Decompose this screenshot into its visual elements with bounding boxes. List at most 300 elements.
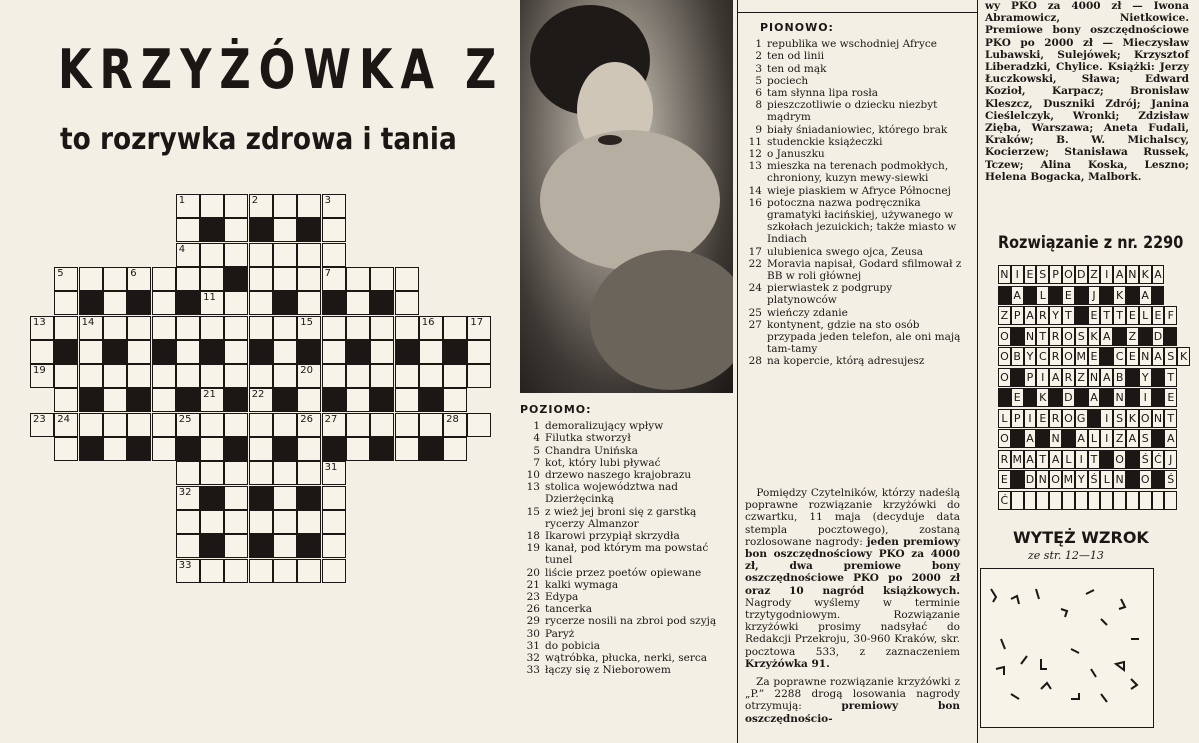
clue-number: 14	[748, 184, 762, 197]
crossword-block	[322, 388, 346, 412]
crossword-cell[interactable]	[346, 364, 370, 388]
crossword-block	[127, 291, 151, 315]
crossword-cell[interactable]	[273, 534, 297, 558]
crossword-cell[interactable]	[297, 194, 321, 218]
clue-number: 22	[748, 257, 762, 270]
clue-text: do pobicia	[545, 639, 601, 652]
crossword-cell[interactable]	[395, 291, 419, 315]
crossword-cell[interactable]	[273, 340, 297, 364]
solution-title: Rozwiązanie z nr. 2290	[998, 233, 1184, 253]
crossword-cell[interactable]	[176, 559, 200, 583]
clue-item	[520, 432, 730, 444]
solution-block	[1126, 286, 1139, 305]
crossword-cell[interactable]	[127, 316, 151, 340]
solution-cell: A	[1049, 450, 1062, 469]
solution-block	[1100, 286, 1113, 305]
crossword-cell[interactable]	[224, 194, 248, 218]
solution-cell: Y	[1075, 470, 1088, 489]
crossword-cell[interactable]	[224, 486, 248, 510]
solution-cell: J	[1164, 450, 1177, 469]
crossword-cell[interactable]	[419, 340, 443, 364]
solution-cell: O	[1139, 470, 1152, 489]
crossword-cell[interactable]	[273, 267, 297, 291]
crossword-cell[interactable]	[249, 194, 273, 218]
solution-cell: S	[1036, 265, 1049, 284]
crossword-cell[interactable]	[249, 388, 273, 412]
crossword-cell[interactable]	[322, 218, 346, 242]
wytez-puzzle-box	[980, 568, 1154, 728]
crossword-cell[interactable]	[395, 364, 419, 388]
solution-cell: N	[1139, 347, 1152, 366]
solution-cell: A	[1024, 429, 1037, 448]
clue-text: tancerka	[545, 603, 592, 616]
crossword-cell[interactable]	[322, 340, 346, 364]
solution-cell: I	[1036, 368, 1049, 387]
crossword-cell[interactable]	[30, 413, 54, 437]
crossword-cell[interactable]	[297, 461, 321, 485]
crossword-cell[interactable]	[273, 486, 297, 510]
crossword-cell[interactable]	[370, 340, 394, 364]
crossword-cell[interactable]	[322, 364, 346, 388]
crossword-cell[interactable]	[443, 437, 467, 461]
crossword-cell[interactable]	[224, 510, 248, 534]
crossword-cell[interactable]	[54, 291, 78, 315]
crossword-cell[interactable]	[297, 316, 321, 340]
crossword-cell[interactable]	[297, 388, 321, 412]
solution-cell	[1024, 491, 1037, 510]
solution-cell: A	[1024, 306, 1037, 325]
crossword-cell[interactable]	[176, 364, 200, 388]
crossword-cell[interactable]	[297, 267, 321, 291]
crossword-grid[interactable]	[30, 180, 512, 735]
solution-cell: C	[1113, 347, 1126, 366]
solution-grid	[998, 265, 1188, 520]
crossword-cell[interactable]	[103, 267, 127, 291]
crossword-cell[interactable]	[419, 364, 443, 388]
cell-number: 21	[203, 389, 216, 401]
crossword-cell[interactable]	[54, 388, 78, 412]
crossword-cell[interactable]	[395, 388, 419, 412]
crossword-cell[interactable]	[224, 413, 248, 437]
solution-cell: S	[1164, 347, 1177, 366]
solution-block	[1049, 286, 1062, 305]
crossword-cell[interactable]	[249, 291, 273, 315]
solution-cell: I	[1024, 409, 1037, 428]
solution-cell	[1113, 491, 1126, 510]
clue-text: na kopercie, którą adresujesz	[767, 355, 925, 368]
solution-block	[1152, 286, 1165, 305]
crossword-cell[interactable]	[322, 534, 346, 558]
crossword-block	[273, 437, 297, 461]
crossword-cell[interactable]	[273, 510, 297, 534]
solution-cell: A	[1088, 388, 1101, 407]
clue-text: liście przez poetów opiewane	[545, 566, 702, 579]
crossword-cell[interactable]	[322, 316, 346, 340]
clue-text: pieszczotliwie o dziecku niezbyt mądrym	[767, 99, 938, 124]
clue-item	[520, 420, 730, 432]
crossword-cell[interactable]	[152, 364, 176, 388]
clue-item	[520, 469, 730, 481]
solution-cell: B	[1011, 347, 1024, 366]
crossword-cell[interactable]	[322, 510, 346, 534]
solution-block	[1126, 450, 1139, 469]
crossword-cell[interactable]	[176, 340, 200, 364]
solution-cell	[1126, 491, 1139, 510]
crossword-cell[interactable]	[200, 243, 224, 267]
clue-item	[520, 567, 730, 579]
clue-number: 12	[748, 148, 762, 161]
clue-number: 29	[526, 615, 540, 628]
crossword-cell[interactable]	[443, 316, 467, 340]
clue-number: 3	[755, 62, 762, 75]
crossword-cell[interactable]	[30, 316, 54, 340]
crossword-cell[interactable]	[176, 243, 200, 267]
crossword-cell[interactable]	[30, 340, 54, 364]
crossword-cell[interactable]	[127, 364, 151, 388]
crossword-cell[interactable]	[176, 316, 200, 340]
solution-cell: L	[1100, 470, 1113, 489]
crossword-cell[interactable]	[200, 194, 224, 218]
solution-cell: E	[1126, 306, 1139, 325]
crossword-cell[interactable]	[103, 437, 127, 461]
solution-cell	[1049, 491, 1062, 510]
crossword-cell[interactable]	[176, 486, 200, 510]
clue-number: 13	[748, 160, 762, 173]
crossword-cell[interactable]	[297, 559, 321, 583]
solution-cell: Z	[1113, 429, 1126, 448]
crossword-cell[interactable]	[249, 316, 273, 340]
solution-cell: O	[1139, 409, 1152, 428]
crossword-cell[interactable]	[79, 364, 103, 388]
solution-block	[1126, 388, 1139, 407]
crossword-block	[346, 340, 370, 364]
clue-item	[520, 615, 730, 627]
crossword-cell[interactable]	[297, 243, 321, 267]
solution-cell: E	[1036, 409, 1049, 428]
crossword-cell[interactable]	[200, 364, 224, 388]
crossword-cell[interactable]	[200, 437, 224, 461]
solution-cell: N	[998, 265, 1011, 284]
crossword-cell[interactable]	[322, 559, 346, 583]
crossword-cell[interactable]	[419, 413, 443, 437]
crossword-cell[interactable]	[30, 364, 54, 388]
solution-cell: B	[1113, 368, 1126, 387]
crossword-cell[interactable]	[395, 267, 419, 291]
solution-cell: O	[1049, 470, 1062, 489]
solution-cell: T	[1164, 409, 1177, 428]
solution-cell: S	[1139, 429, 1152, 448]
cell-number: 6	[130, 267, 137, 279]
crossword-cell[interactable]	[273, 559, 297, 583]
crossword-cell[interactable]	[419, 316, 443, 340]
clue-item	[520, 506, 730, 530]
solution-cell	[1100, 491, 1113, 510]
crossword-cell[interactable]	[103, 413, 127, 437]
crossword-cell[interactable]	[200, 267, 224, 291]
crossword-cell[interactable]	[443, 388, 467, 412]
solution-cell: K	[1177, 347, 1190, 366]
crossword-cell[interactable]	[224, 461, 248, 485]
solution-block	[1100, 450, 1113, 469]
crossword-cell[interactable]	[224, 559, 248, 583]
crossword-cell[interactable]	[103, 364, 127, 388]
crossword-cell[interactable]	[273, 194, 297, 218]
crossword-cell[interactable]	[249, 510, 273, 534]
solution-block	[998, 286, 1011, 305]
clue-number: 1	[533, 420, 540, 433]
solution-block	[1126, 368, 1139, 387]
crossword-cell[interactable]	[152, 413, 176, 437]
cell-number: 4	[178, 243, 186, 255]
crossword-block	[224, 437, 248, 461]
solution-block	[1152, 388, 1165, 407]
crossword-cell[interactable]	[322, 413, 346, 437]
solution-cell: A	[1152, 265, 1165, 284]
crossword-block	[297, 534, 321, 558]
crossword-cell[interactable]	[249, 559, 273, 583]
crossword-cell[interactable]	[54, 437, 78, 461]
crossword-cell[interactable]	[297, 437, 321, 461]
clue-number: 1	[755, 38, 762, 51]
crossword-cell[interactable]	[152, 437, 176, 461]
solution-cell: Y	[1139, 368, 1152, 387]
solution-cell: O	[998, 347, 1011, 366]
crossword-cell[interactable]	[224, 534, 248, 558]
solution-cell: O	[1113, 450, 1126, 469]
solution-block	[1075, 286, 1088, 305]
crossword-cell[interactable]	[176, 267, 200, 291]
crossword-cell[interactable]	[467, 413, 491, 437]
solution-cell: T	[1036, 450, 1049, 469]
clue-text: tam słynna lipa rosła	[767, 87, 879, 100]
clue-text: Ikarowi przypiął skrzydła	[545, 530, 680, 543]
crossword-cell[interactable]	[370, 364, 394, 388]
crossword-cell[interactable]	[54, 267, 78, 291]
crossword-cell[interactable]	[395, 413, 419, 437]
crossword-cell[interactable]	[152, 291, 176, 315]
cell-number: 15	[300, 316, 314, 328]
crossword-cell[interactable]	[249, 461, 273, 485]
crossword-cell[interactable]	[443, 413, 467, 437]
crossword-cell[interactable]	[200, 316, 224, 340]
crossword-cell[interactable]	[273, 461, 297, 485]
crossword-cell[interactable]	[176, 510, 200, 534]
solution-cell: Ś	[1164, 470, 1177, 489]
clue-item	[520, 481, 730, 505]
solution-cell: O	[1062, 347, 1075, 366]
cell-number: 28	[446, 413, 459, 425]
crossword-block	[79, 437, 103, 461]
crossword-cell[interactable]	[322, 194, 346, 218]
ann-text-b: jeden premiowy bon oszczędnościowy PKO za 4000 zł, dwa premiowe bony oszczędnościowe PKO po 2000 zł oraz 10 nagród książkowych.	[745, 535, 960, 597]
clue-item	[742, 160, 962, 184]
crossword-cell[interactable]	[127, 413, 151, 437]
solution-cell: N	[1152, 409, 1165, 428]
crossword-cell[interactable]	[200, 413, 224, 437]
crossword-block	[273, 388, 297, 412]
solution-cell: R	[1036, 306, 1049, 325]
crossword-cell[interactable]	[273, 364, 297, 388]
crossword-cell[interactable]	[370, 316, 394, 340]
clue-item	[742, 124, 962, 136]
cell-number: 13	[33, 316, 46, 328]
crossword-cell[interactable]	[249, 243, 273, 267]
crossword-cell[interactable]	[54, 364, 78, 388]
crossword-title: KRZYŻÓWKA Z	[58, 38, 505, 101]
crossword-cell[interactable]	[346, 316, 370, 340]
clue-text: potoczna nazwa podręcznika gramatyki łacińskiej, używanego w szkołach jezuickich; także miasto w Indiach	[767, 196, 957, 246]
solution-block	[1139, 327, 1152, 346]
solution-cell: N	[1113, 388, 1126, 407]
crossword-cell[interactable]	[152, 267, 176, 291]
crossword-cell[interactable]	[79, 413, 103, 437]
crossword-cell[interactable]	[54, 316, 78, 340]
crossword-cell[interactable]	[200, 510, 224, 534]
clue-number: 24	[748, 282, 762, 295]
crossword-cell[interactable]	[395, 437, 419, 461]
crossword-cell[interactable]	[346, 291, 370, 315]
crossword-cell[interactable]	[346, 267, 370, 291]
crossword-cell[interactable]	[346, 437, 370, 461]
crossword-cell[interactable]	[322, 267, 346, 291]
cell-number: 7	[324, 267, 331, 279]
crossword-cell[interactable]	[79, 267, 103, 291]
crossword-cell[interactable]	[200, 461, 224, 485]
crossword-cell[interactable]	[200, 559, 224, 583]
crossword-block	[224, 388, 248, 412]
crossword-block	[249, 486, 273, 510]
crossword-cell[interactable]	[297, 413, 321, 437]
solution-cell: D	[1062, 388, 1075, 407]
crossword-cell[interactable]	[297, 510, 321, 534]
crossword-cell[interactable]	[127, 267, 151, 291]
clue-item	[520, 628, 730, 640]
crossword-cell[interactable]	[103, 316, 127, 340]
crossword-cell[interactable]	[346, 413, 370, 437]
cell-number: 19	[33, 365, 46, 377]
crossword-cell[interactable]	[176, 534, 200, 558]
crossword-cell[interactable]	[297, 291, 321, 315]
crossword-cell[interactable]	[249, 267, 273, 291]
solution-cell: N	[1036, 470, 1049, 489]
crossword-cell[interactable]	[176, 413, 200, 437]
solution-block	[1011, 470, 1024, 489]
crossword-cell[interactable]	[273, 316, 297, 340]
clue-number: 5	[755, 74, 762, 87]
crossword-cell[interactable]	[249, 364, 273, 388]
crossword-cell[interactable]	[370, 413, 394, 437]
solution-cell: P	[1011, 306, 1024, 325]
crossword-cell[interactable]	[224, 364, 248, 388]
crossword-cell[interactable]	[395, 316, 419, 340]
clue-text: rycerze nosili na zbroi pod szyją	[545, 615, 717, 628]
solution-cell: Ś	[1088, 470, 1101, 489]
solution-cell: G	[1075, 409, 1088, 428]
clue-item	[742, 258, 962, 282]
crossword-cell[interactable]	[200, 388, 224, 412]
crossword-cell[interactable]	[224, 340, 248, 364]
crossword-cell[interactable]	[176, 194, 200, 218]
crossword-cell[interactable]	[322, 243, 346, 267]
clue-text: pierwiastek z podgrupy platynowców	[767, 282, 893, 307]
clue-item	[520, 457, 730, 469]
crossword-cell[interactable]	[297, 364, 321, 388]
solution-cell: K	[1139, 265, 1152, 284]
crossword-cell[interactable]	[224, 218, 248, 242]
crossword-cell[interactable]	[273, 243, 297, 267]
clue-text: wieńczy zdanie	[767, 306, 848, 319]
crossword-cell[interactable]	[103, 291, 127, 315]
solution-cell: N	[1126, 265, 1139, 284]
crossword-cell[interactable]	[200, 291, 224, 315]
crossword-cell[interactable]	[152, 316, 176, 340]
crossword-cell[interactable]	[79, 316, 103, 340]
crossword-cell[interactable]	[79, 340, 103, 364]
crossword-cell[interactable]	[273, 413, 297, 437]
crossword-cell[interactable]	[152, 388, 176, 412]
crossword-cell[interactable]	[224, 291, 248, 315]
solution-cell: A	[1049, 368, 1062, 387]
solution-cell: O	[998, 429, 1011, 448]
clue-number: 7	[533, 456, 540, 469]
solution-block	[1126, 470, 1139, 489]
crossword-cell[interactable]	[249, 413, 273, 437]
solution-cell: P	[1011, 409, 1024, 428]
crossword-cell[interactable]	[467, 364, 491, 388]
crossword-cell[interactable]	[443, 364, 467, 388]
clue-number: 19	[526, 542, 540, 555]
solution-cell: L	[1139, 306, 1152, 325]
clue-text: kot, który lubi pływać	[545, 456, 661, 469]
solution-block	[1011, 327, 1024, 346]
crossword-cell[interactable]	[322, 461, 346, 485]
crossword-cell[interactable]	[249, 437, 273, 461]
crossword-cell[interactable]	[224, 243, 248, 267]
crossword-cell[interactable]	[103, 388, 127, 412]
crossword-cell[interactable]	[176, 461, 200, 485]
solution-cell: D	[1152, 327, 1165, 346]
crossword-block	[127, 388, 151, 412]
solution-cell: T	[1062, 306, 1075, 325]
solution-cell: D	[1075, 265, 1088, 284]
clue-item	[742, 319, 962, 356]
crossword-block	[322, 437, 346, 461]
solution-cell: N	[1024, 327, 1037, 346]
solution-cell: Ś	[1139, 450, 1152, 469]
solution-cell: L	[1088, 429, 1101, 448]
crossword-cell[interactable]	[346, 388, 370, 412]
crossword-cell[interactable]	[273, 218, 297, 242]
crossword-cell[interactable]	[322, 486, 346, 510]
crossword-cell[interactable]	[224, 316, 248, 340]
crossword-cell[interactable]	[370, 267, 394, 291]
clue-number: 17	[748, 245, 762, 258]
crossword-cell[interactable]	[467, 316, 491, 340]
crossword-cell[interactable]	[127, 340, 151, 364]
crossword-cell[interactable]	[54, 413, 78, 437]
clue-text: stolica województwa nad Dzierżęcinką	[545, 481, 679, 506]
solution-cell	[1036, 491, 1049, 510]
solution-cell: A	[1011, 286, 1024, 305]
solution-cell: E	[1126, 347, 1139, 366]
solution-cell: A	[1100, 327, 1113, 346]
clue-number: 23	[526, 591, 540, 604]
clue-number: 18	[526, 530, 540, 543]
crossword-cell[interactable]	[176, 218, 200, 242]
crossword-cell[interactable]	[467, 340, 491, 364]
crossword-block	[443, 340, 467, 364]
solution-cell: A	[1113, 265, 1126, 284]
